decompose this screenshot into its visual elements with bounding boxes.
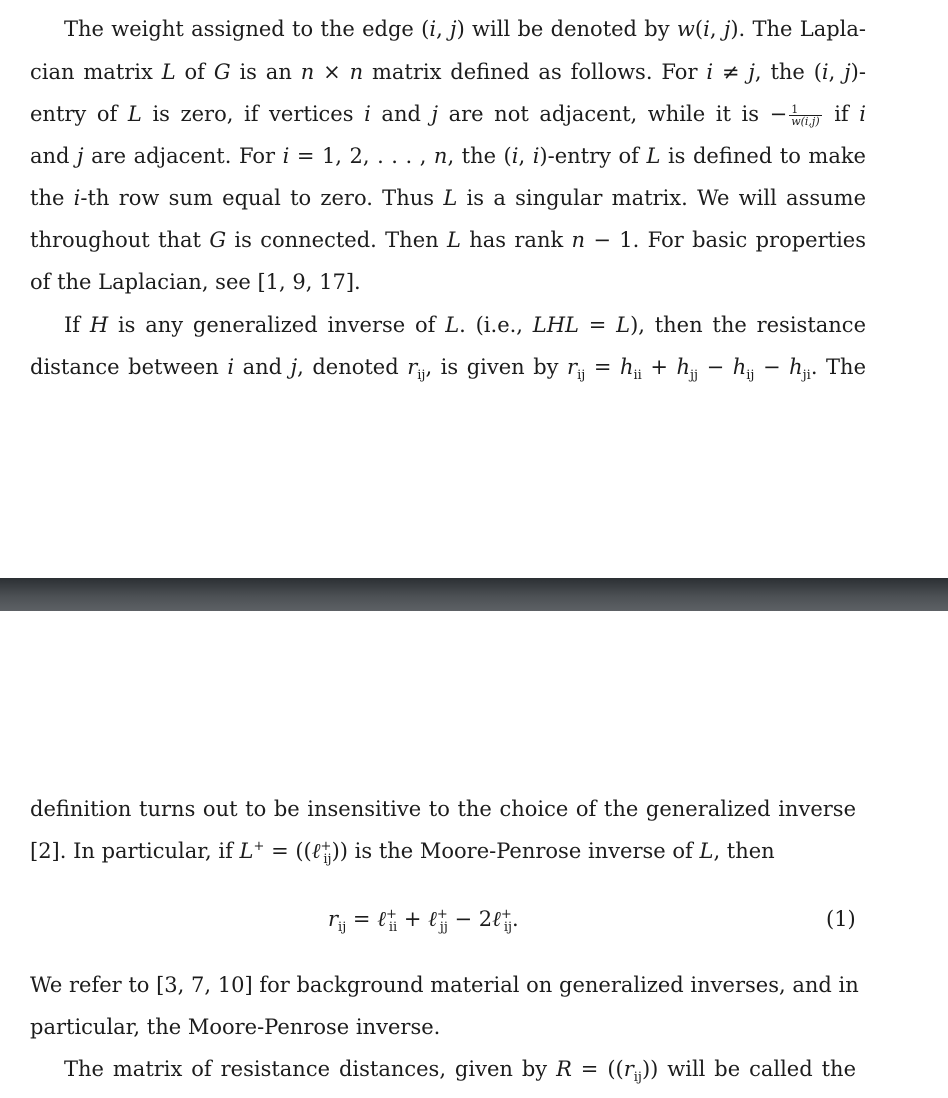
text-line: The weight assigned to the edge (i, j) will be denoted by w(i, j). The Lapla- (64, 17, 867, 41)
text-line: the i-th row sum equal to zero. Thus L is a singular matrix. We will assume (30, 186, 866, 210)
text-line: definition turns out to be insensitive to the choice of the generalized inverse (30, 797, 856, 821)
text-line: [2]. In particular, if L+ = ((ℓ+$_{ij}$)) is the Moore-Penrose inverse of L, then (30, 839, 775, 868)
fraction: $\frac{1}{w(i,j)}$ (791, 103, 820, 128)
text-line: throughout that G is connected. Then L has rank n − 1. For basic properties (30, 228, 866, 252)
text-line: and j are adjacent. For i = 1, 2, . . . , n, the (i, i)-entry of L is defined to make (30, 144, 866, 168)
text-line: entry of L is zero, if vertices i and j are not adjacent, while it is − $\frac{1}{w(i,j)}$ if i (30, 102, 867, 128)
equation (0, 905, 948, 936)
text-line: If H is any generalized inverse of L. (i.e., LHL = L), then the resistance (64, 313, 866, 337)
text-line: particular, the Moore-Penrose inverse. (30, 1015, 441, 1039)
equation-body: $r_{ij}$ = ℓ+$_{ii}$ + ℓ+$_{jj}$ − 2ℓ+$_{ij}$. (328, 907, 519, 936)
equation-number: (1) (826, 907, 856, 931)
text-line: The matrix of resistance distances, given by $R = ((r_{ij}))$ will be called the (64, 1057, 856, 1086)
text-line: distance between i and j, denoted $r_{ij}$, is given by $r_{ij} = h_{ii} + h_{jj} - h_{ij} - h_{ji}$. The (30, 355, 867, 384)
page-divider (0, 578, 948, 611)
text-line: of the Laplacian, see [1, 9, 17]. (30, 270, 361, 294)
text-line: We refer to [3, 7, 10] for background material on generalized inverses, and in (30, 973, 859, 997)
text-line: cian matrix L of G is an n × n matrix defined as follows. For i ≠ j, the (i, j)- (30, 60, 866, 84)
